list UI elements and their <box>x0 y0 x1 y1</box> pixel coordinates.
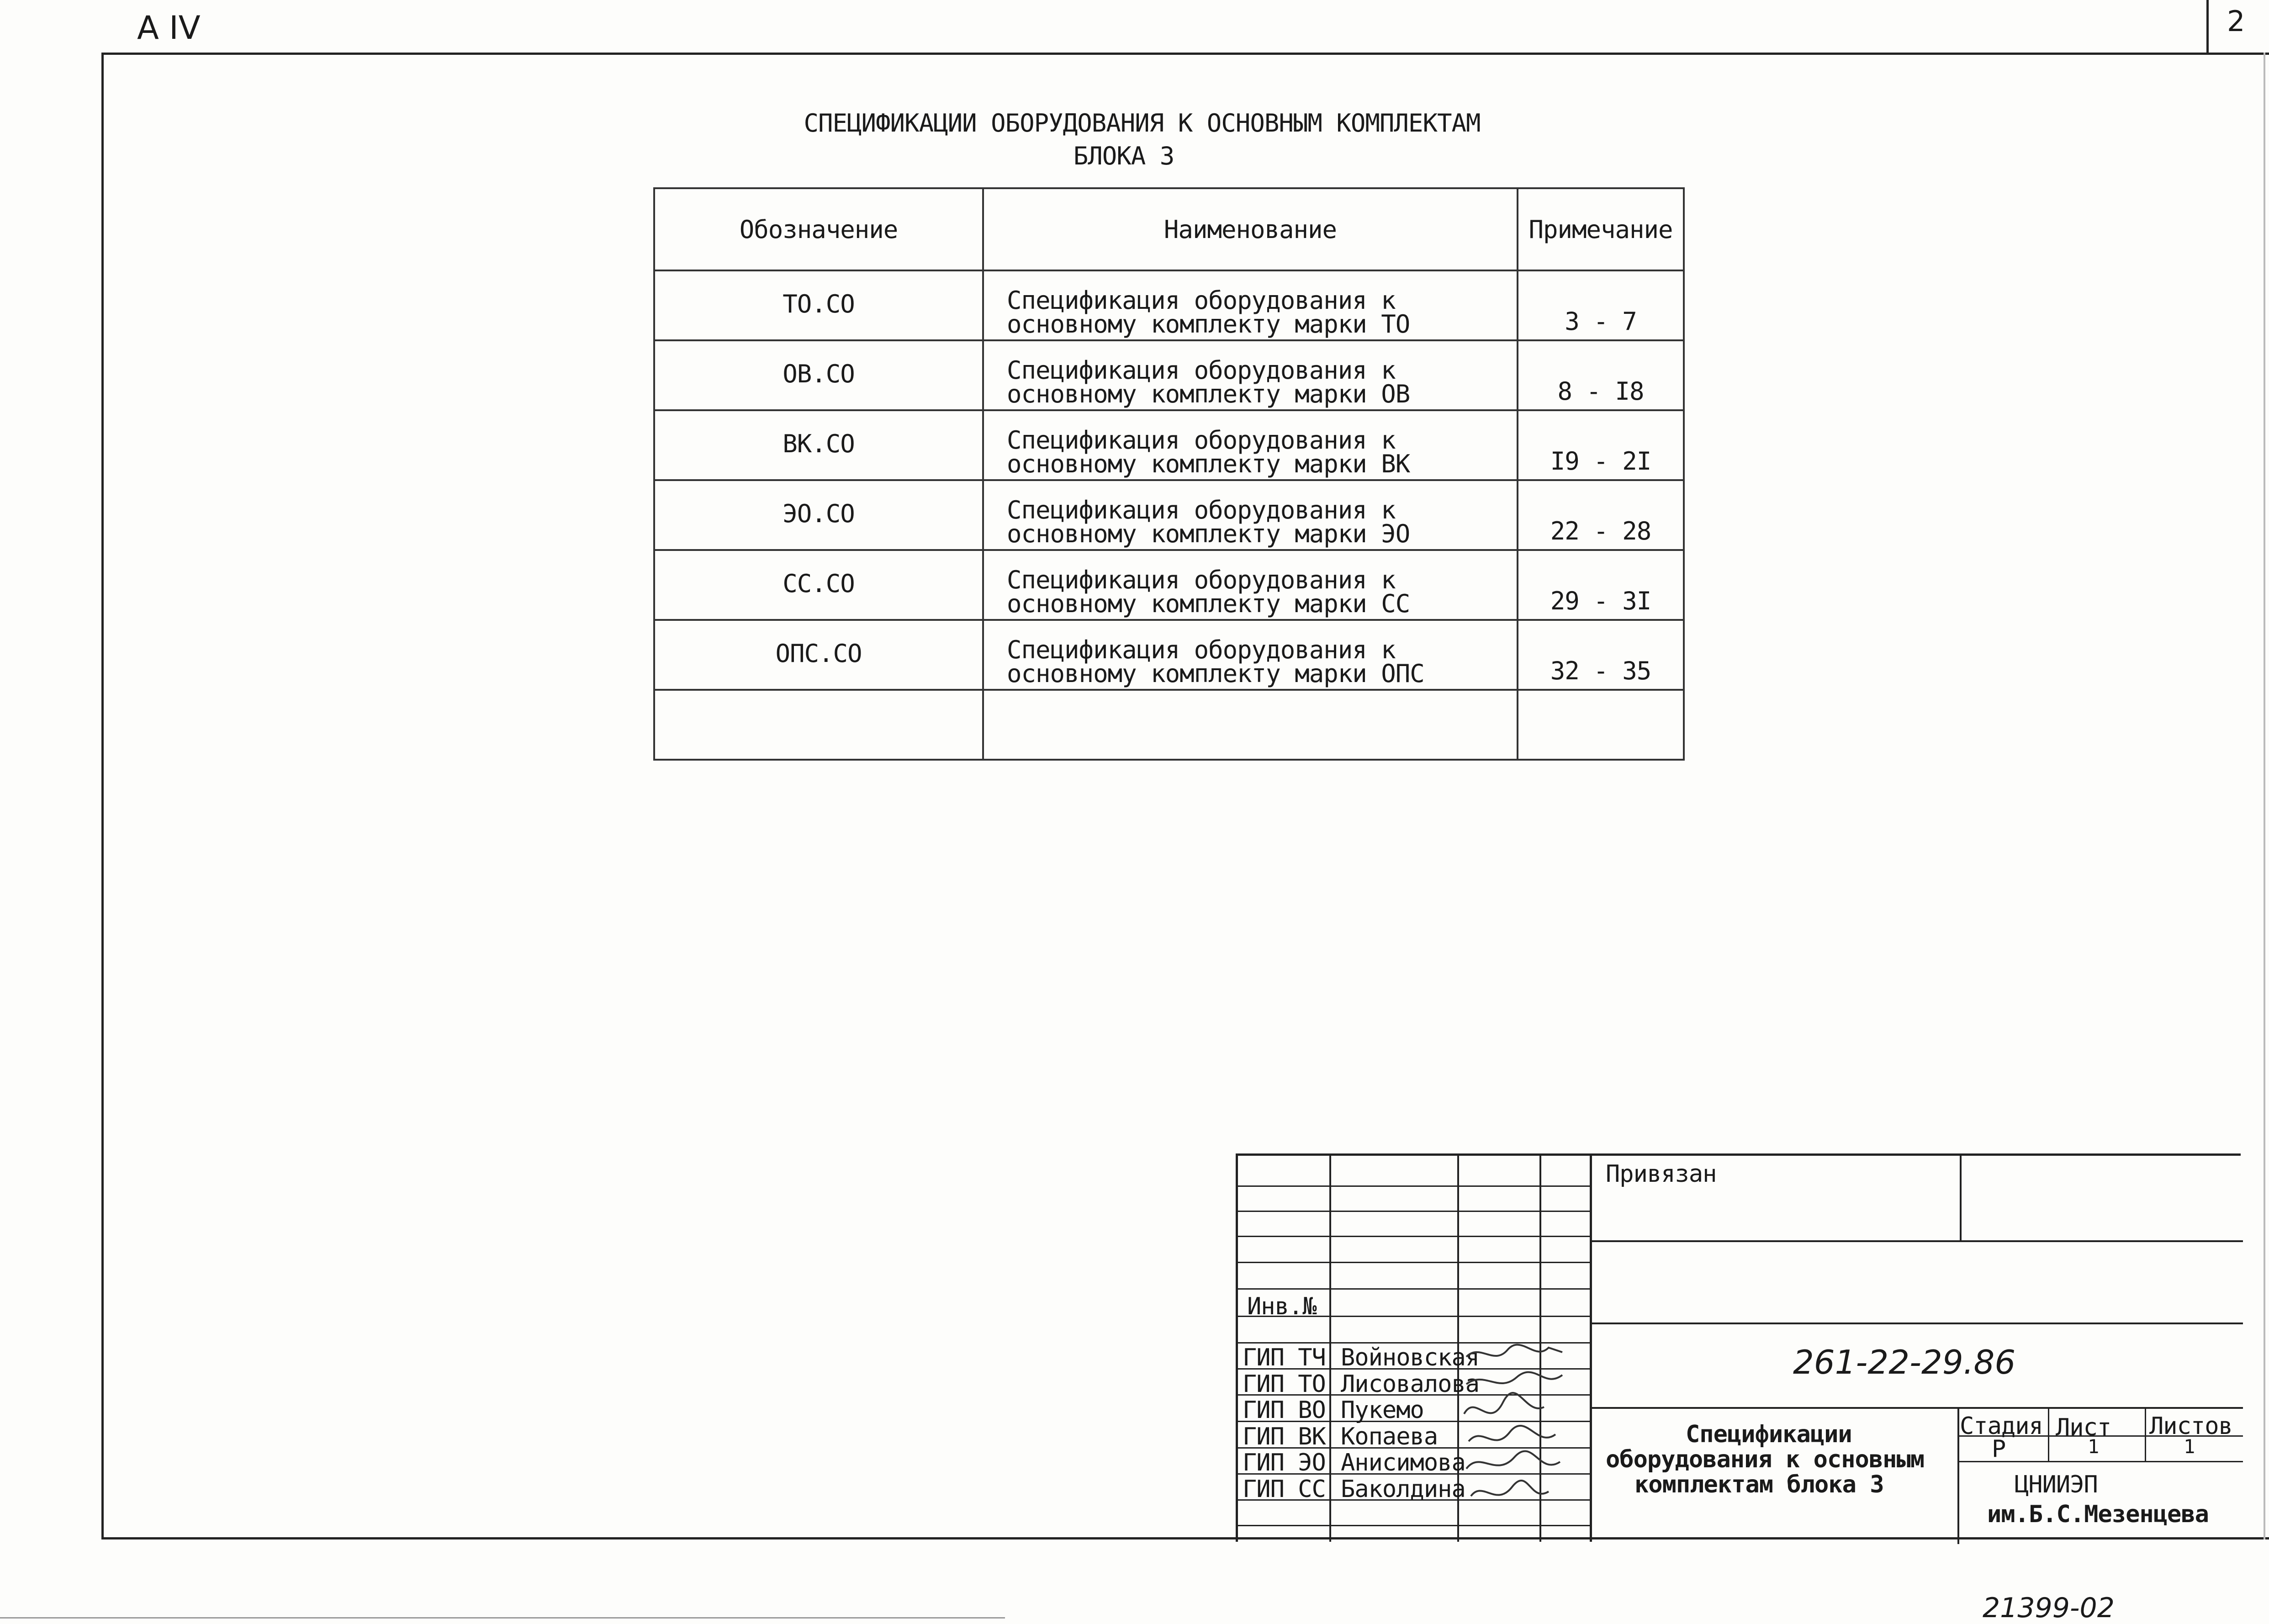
document-title-line2: оборудования к основным <box>1606 1446 1925 1473</box>
row-name <box>983 340 1518 410</box>
tb-vline <box>1590 1156 1592 1542</box>
tb-vline <box>1957 1407 1959 1544</box>
sheet-number: 2 <box>2227 5 2245 38</box>
table-row <box>654 480 1684 550</box>
document-title-line1: Спецификации <box>1686 1421 1852 1448</box>
sheet-label: Лист <box>2056 1414 2111 1441</box>
stage-value: Р <box>1992 1435 2006 1463</box>
tb-vline <box>1329 1156 1331 1542</box>
archive-number: 21399-02 <box>1983 1592 2115 1624</box>
row-name-line1: Спецификация оборудования к <box>1007 635 1396 664</box>
signer-role: ГИП ТЧ <box>1243 1344 1326 1371</box>
sheets-label: Листов <box>2149 1412 2232 1440</box>
document-number: 261-22-29.86 <box>1793 1343 2016 1381</box>
row-name-line1: Спецификация оборудования к <box>1007 566 1396 594</box>
row-name-line2: основному комплекту марки СС <box>1007 589 1410 618</box>
page-title-line2: БЛОКА 3 <box>1073 142 1174 170</box>
row-note: 29 - 3I <box>1518 550 1684 620</box>
signer-name: Пукемо <box>1341 1397 1424 1424</box>
signer-role: ГИП СС <box>1243 1476 1326 1503</box>
organization-line2: им.Б.С.Мезенцева <box>1987 1501 2209 1528</box>
row-code: СС.СО <box>654 550 983 620</box>
row-name <box>983 410 1518 480</box>
signer-role: ГИП ТО <box>1243 1370 1326 1398</box>
signer-role: ГИП ВО <box>1243 1397 1326 1424</box>
signer-role: ГИП ВК <box>1243 1423 1326 1450</box>
col-header-name: Наименование <box>983 188 1518 270</box>
row-name-line1: Спецификация оборудования к <box>1007 356 1396 385</box>
tb-hline <box>1238 1525 1590 1526</box>
row-code: ОПС.СО <box>654 620 983 690</box>
row-name <box>983 690 1518 760</box>
document-title-line3: комплектам блока 3 <box>1634 1471 1884 1498</box>
signer-name: Лисовалова <box>1341 1370 1480 1398</box>
signer-name: Баколдина <box>1341 1476 1465 1503</box>
right-edge-line <box>2264 53 2265 1539</box>
table-row <box>654 270 1684 340</box>
row-name-line2: основному комплекту марки ВК <box>1007 450 1410 478</box>
page-title-line1: СПЕЦИФИКАЦИИ ОБОРУДОВАНИЯ К ОСНОВНЫМ КОМПЛЕКТАМ <box>804 109 1481 138</box>
signer-role: ГИП ЭО <box>1243 1449 1326 1476</box>
row-code: ВК.СО <box>654 410 983 480</box>
row-name <box>983 550 1518 620</box>
bottom-edge-line <box>0 1617 1005 1619</box>
row-note: I9 - 2I <box>1518 410 1684 480</box>
tb-hline <box>1590 1322 2243 1324</box>
col-header-designation: Обозначение <box>654 188 983 270</box>
row-code: ТО.СО <box>654 270 983 340</box>
signer-name: Копаева <box>1341 1423 1438 1450</box>
privyazan-label: Привязан <box>1606 1160 1717 1188</box>
row-code: ЭО.СО <box>654 480 983 550</box>
row-code <box>654 690 983 760</box>
tb-hline <box>1590 1240 2243 1242</box>
row-note <box>1518 690 1684 760</box>
title-block <box>1236 1153 2241 1542</box>
table-row-empty <box>654 690 1684 760</box>
row-name <box>983 270 1518 340</box>
tb-hline <box>1238 1236 1590 1237</box>
row-note: 3 - 7 <box>1518 270 1684 340</box>
tb-hline <box>1238 1288 1590 1290</box>
table-row <box>654 620 1684 690</box>
signatures <box>1457 1338 1576 1521</box>
signer-name: Войновская <box>1341 1344 1480 1371</box>
sheets-value: 1 <box>2184 1435 2195 1458</box>
tb-hline <box>1238 1185 1590 1187</box>
table-row <box>654 550 1684 620</box>
row-note: 32 - 35 <box>1518 620 1684 690</box>
tb-hline <box>1238 1211 1590 1212</box>
table-header-row <box>654 188 1684 270</box>
stage-label: Стадия <box>1960 1412 2043 1440</box>
inv-number-label: Инв.№ <box>1247 1293 1317 1320</box>
row-name <box>983 480 1518 550</box>
col-header-note: Примечание <box>1518 188 1684 270</box>
table-row <box>654 410 1684 480</box>
table-row <box>654 340 1684 410</box>
tb-hline <box>1238 1262 1590 1263</box>
row-note: 8 - I8 <box>1518 340 1684 410</box>
organization-line1: ЦНИИЭП <box>2015 1471 2098 1498</box>
tb-vline <box>2145 1407 2146 1461</box>
row-name-line2: основному комплекту марки ЭО <box>1007 519 1410 548</box>
tb-vline <box>1960 1156 1962 1240</box>
tb-vline <box>2048 1407 2049 1461</box>
row-name-line2: основному комплекту марки ОВ <box>1007 380 1410 408</box>
row-code: ОВ.СО <box>654 340 983 410</box>
signer-name: Анисимова <box>1341 1449 1465 1476</box>
row-name-line1: Спецификация оборудования к <box>1007 426 1396 455</box>
row-name-line2: основному комплекту марки ОПС <box>1007 659 1424 688</box>
row-name-line2: основному комплекту марки ТО <box>1007 310 1410 339</box>
row-name-line1: Спецификация оборудования к <box>1007 286 1396 315</box>
row-note: 22 - 28 <box>1518 480 1684 550</box>
corner-mark: A IV <box>137 9 201 47</box>
spec-table <box>653 187 1685 761</box>
row-name-line1: Спецификация оборудования к <box>1007 496 1396 524</box>
sheet-value: 1 <box>2088 1435 2099 1458</box>
row-name <box>983 620 1518 690</box>
